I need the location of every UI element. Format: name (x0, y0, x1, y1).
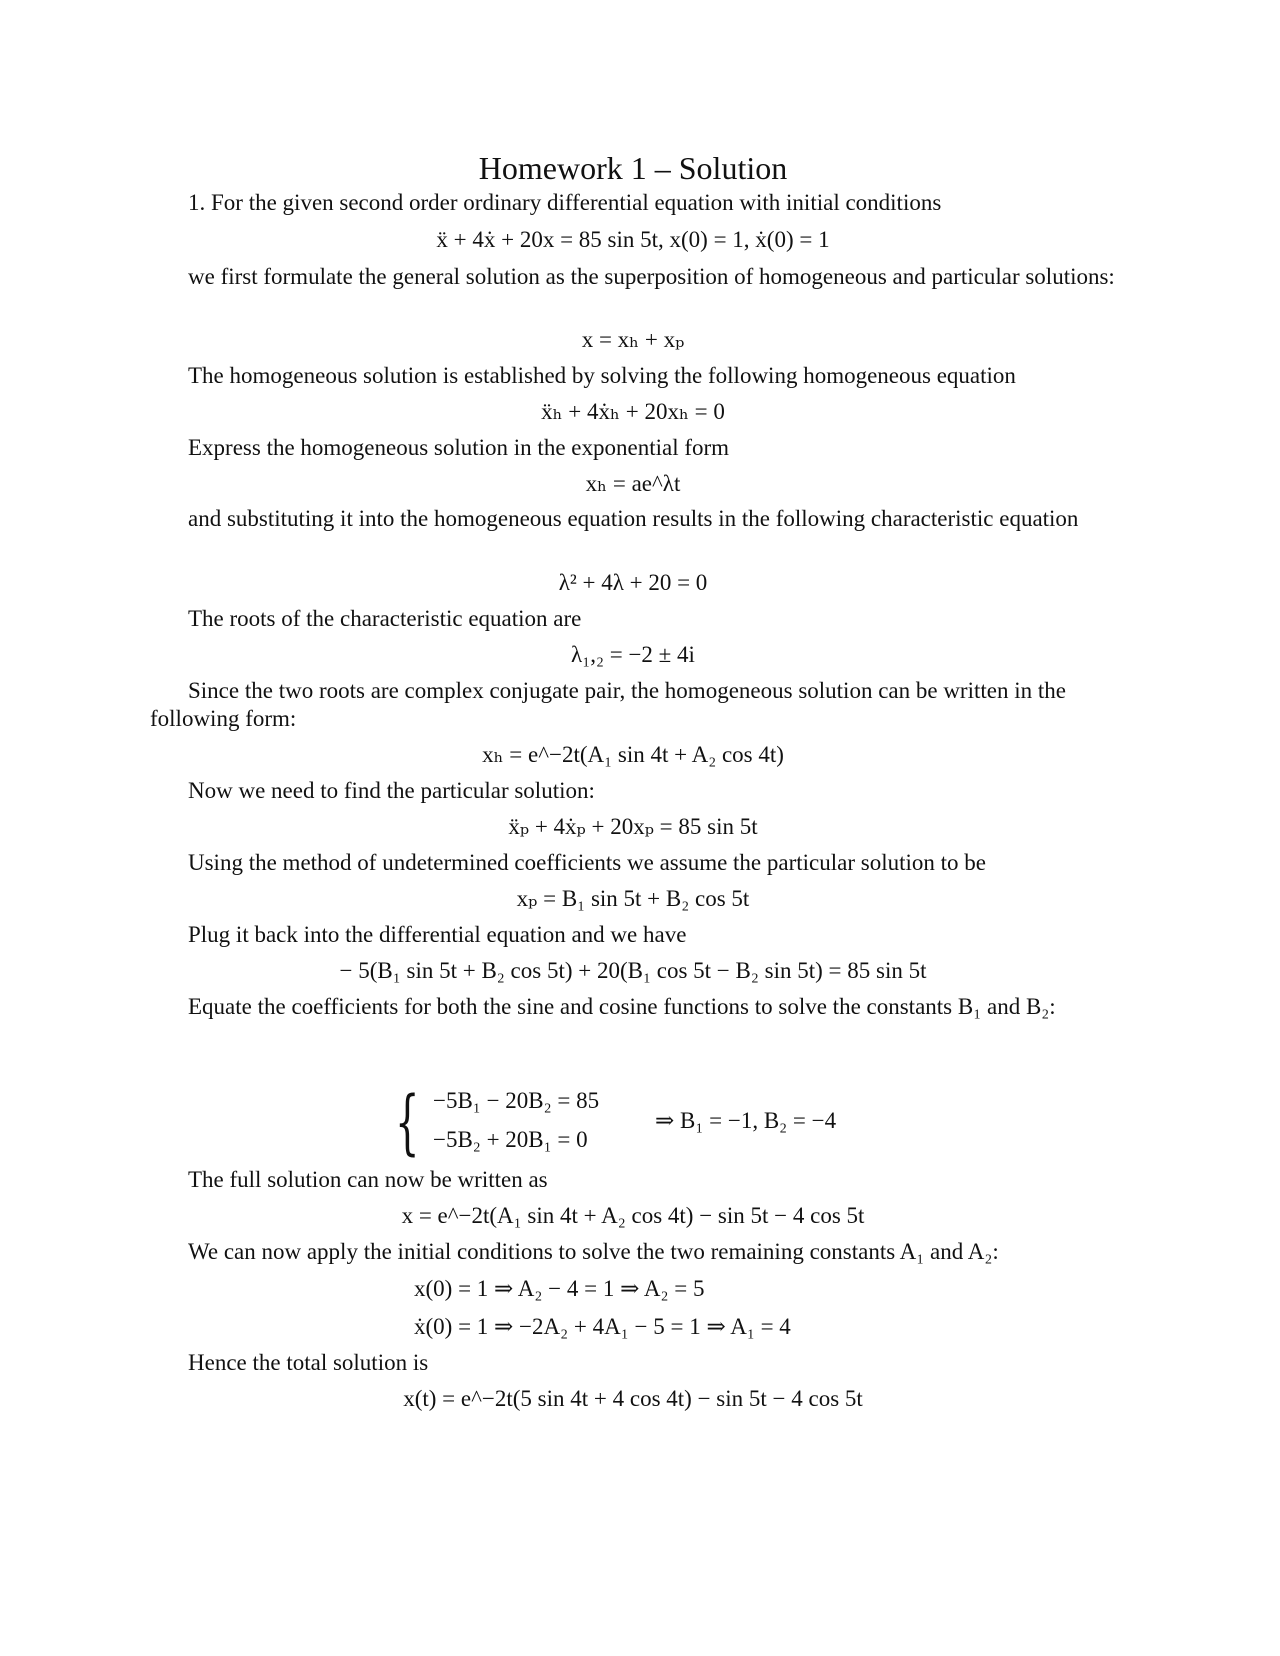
equation-ode: ẍ + 4ẋ + 20x = 85 sin 5t, x(0) = 1, ẋ(0) = 1 (436, 227, 830, 252)
paragraph-roots: The roots of the characteristic equation are (188, 606, 582, 631)
paragraph-exponential-form: Express the homogeneous solution in the exponential form (188, 435, 730, 460)
equation-characteristic: λ² + 4λ + 20 = 0 (558, 570, 708, 595)
paragraph-particular: Now we need to find the particular solution: (188, 778, 595, 803)
equation-general-solution: x = xₕ + xₚ (581, 327, 685, 352)
equation-ic-2: ẋ(0) = 1 ⇒ −2A₂ + 4A₁ − 5 = 1 ⇒ A₁ = 4 (414, 1314, 791, 1339)
equation-roots: λ₁,₂ = −2 ± 4i (571, 642, 695, 667)
equation-substituted: − 5(B₁ sin 5t + B₂ cos 5t) + 20(B₁ cos 5t − B₂ sin 5t) = 85 sin 5t (339, 958, 927, 983)
paragraph-undetermined: Using the method of undetermined coefficients we assume the particular solution to be (188, 850, 986, 875)
system-result: ⇒ B₁ = −1, B₂ = −4 (655, 1108, 837, 1133)
page-title: Homework 1 – Solution (478, 150, 788, 186)
paragraph-equate: Equate the coefficients for both the sine and cosine functions to solve the constants B₁ and B₂: (188, 994, 1056, 1019)
paragraph-full-solution: The full solution can now be written as (188, 1167, 548, 1192)
equation-system (395, 1081, 895, 1164)
paragraph-homogeneous: The homogeneous solution is established by solving the following homogeneous equation (188, 363, 1016, 388)
paragraph-total-solution: Hence the total solution is (188, 1350, 429, 1375)
paragraph-plug-back: Plug it back into the differential equation and we have (188, 922, 687, 947)
paragraph-complex-roots: Since the two roots are complex conjugate pair, the homogeneous solution can be written in the following form: (150, 678, 1066, 731)
equation-homogeneous-solution: xₕ = e^−2t(A₁ sin 4t + A₂ cos 4t) (482, 742, 784, 767)
equation-total-solution: x(t) = e^−2t(5 sin 4t + 4 cos 4t) − sin 5t − 4 cos 5t (403, 1386, 863, 1411)
system-line-2: −5B₂ + 20B₁ = 0 (433, 1127, 588, 1152)
equation-ic-1: x(0) = 1 ⇒ A₂ − 4 = 1 ⇒ A₂ = 5 (414, 1276, 705, 1301)
equation-particular-form: xₚ = B₁ sin 5t + B₂ cos 5t (516, 886, 750, 911)
equation-exponential: xₕ = ae^λt (585, 471, 681, 496)
paragraph-intro: 1. For the given second order ordinary differential equation with initial conditions (188, 190, 942, 215)
equation-homogeneous: ẍₕ + 4ẋₕ + 20xₕ = 0 (541, 399, 725, 424)
paragraph-initial-conditions: We can now apply the initial conditions to solve the two remaining constants A₁ and A₂: (188, 1239, 999, 1264)
equation-particular: ẍₚ + 4ẋₚ + 20xₚ = 85 sin 5t (508, 814, 758, 839)
paragraph-characteristic: and substituting it into the homogeneous equation results in the following characteristic equation (188, 506, 1079, 531)
equation-full-solution: x = e^−2t(A₁ sin 4t + A₂ cos 4t) − sin 5t − 4 cos 5t (401, 1203, 865, 1228)
system-line-1: −5B₁ − 20B₂ = 85 (433, 1088, 600, 1113)
paragraph-superposition: we first formulate the general solution as the superposition of homogeneous and particular solutions: (188, 264, 1115, 289)
left-brace-icon: { (395, 1081, 420, 1163)
